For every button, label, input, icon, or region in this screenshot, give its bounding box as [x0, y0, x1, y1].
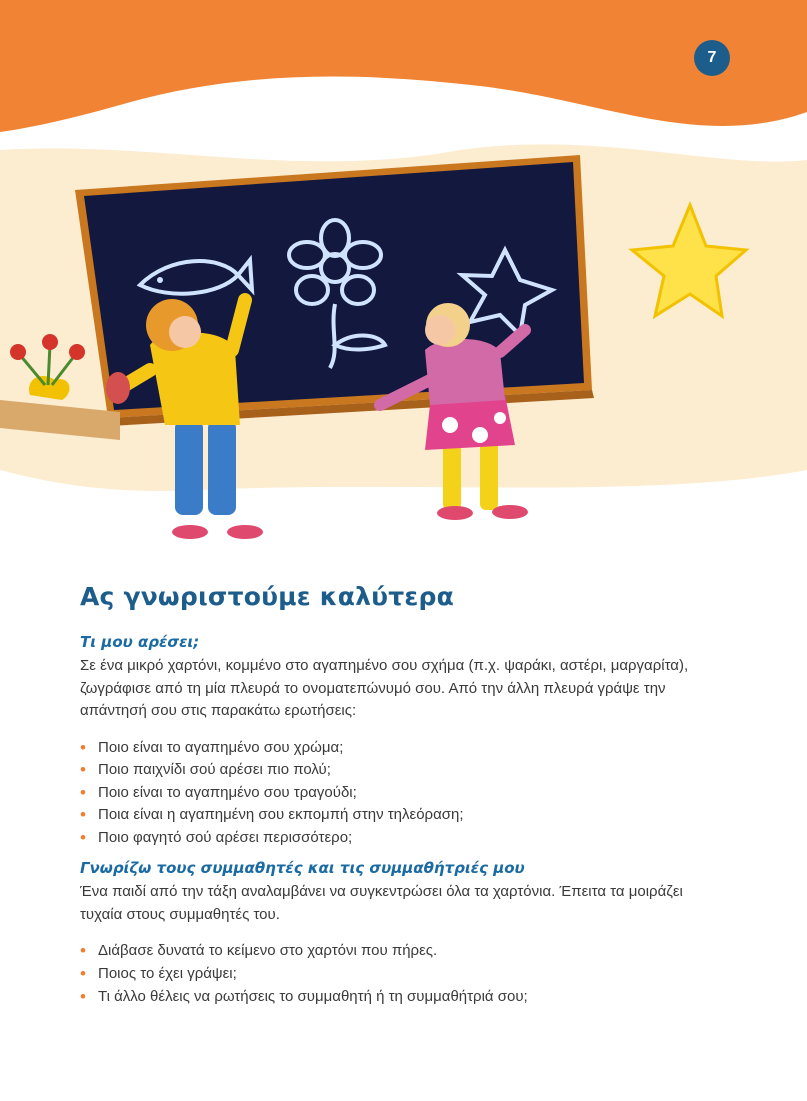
activity-list [80, 940, 720, 1008]
lesson-text [80, 582, 720, 1018]
section-title: Ας γνωριστούμε καλύτερα [80, 582, 454, 611]
list-item: • Ποιο είναι το αγαπημένο σου τραγούδι; [80, 782, 720, 805]
activity-paragraph: Ένα παιδί από την τάξη αναλαμβάνει να συγκεντρώσει όλα τα χαρτόνια. Έπειτα τα μοιράζει τυχαία στους συμμαθητές του. [80, 883, 683, 923]
list-item: • Ποιος το έχει γράψει; [80, 963, 720, 986]
list-item: • Τι άλλο θέλεις να ρωτήσεις το συμμαθητή ή τη συμμαθήτριά σου; [80, 986, 720, 1009]
list-item: • Διάβασε δυνατά το κείμενο στο χαρτόνι που πήρες. [80, 940, 720, 963]
list-item: • Ποια είναι η αγαπημένη σου εκπομπή στην τηλεόραση; [80, 804, 720, 827]
subheading-what-i-like: Τι μου αρέσει; [80, 633, 200, 651]
list-item: • Ποιο φαγητό σού αρέσει περισσότερο; [80, 827, 720, 850]
questions-list [80, 737, 720, 850]
page-number-badge: 7 [694, 40, 730, 76]
list-item: • Ποιο παιχνίδι σού αρέσει πιο πολύ; [80, 759, 720, 782]
instructions-paragraph: Σε ένα μικρό χαρτόνι, κομμένο στο αγαπημένο σου σχήμα (π.χ. ψαράκι, αστέρι, μαργαρίτα), ζωγράφισε από τη μία πλευρά το ονοματεπώνυμό σου. Από την άλλη πλευρά γράψε την απάντησή σου στις παρακάτω ερωτήσεις: [80, 657, 689, 719]
classroom-blackboard-illustration [0, 110, 807, 560]
subheading-classmates: Γνωρίζω τους συμμαθητές και τις συμμαθήτριές μου [80, 859, 525, 878]
list-item: • Ποιο είναι το αγαπημένο σου χρώμα; [80, 737, 720, 760]
